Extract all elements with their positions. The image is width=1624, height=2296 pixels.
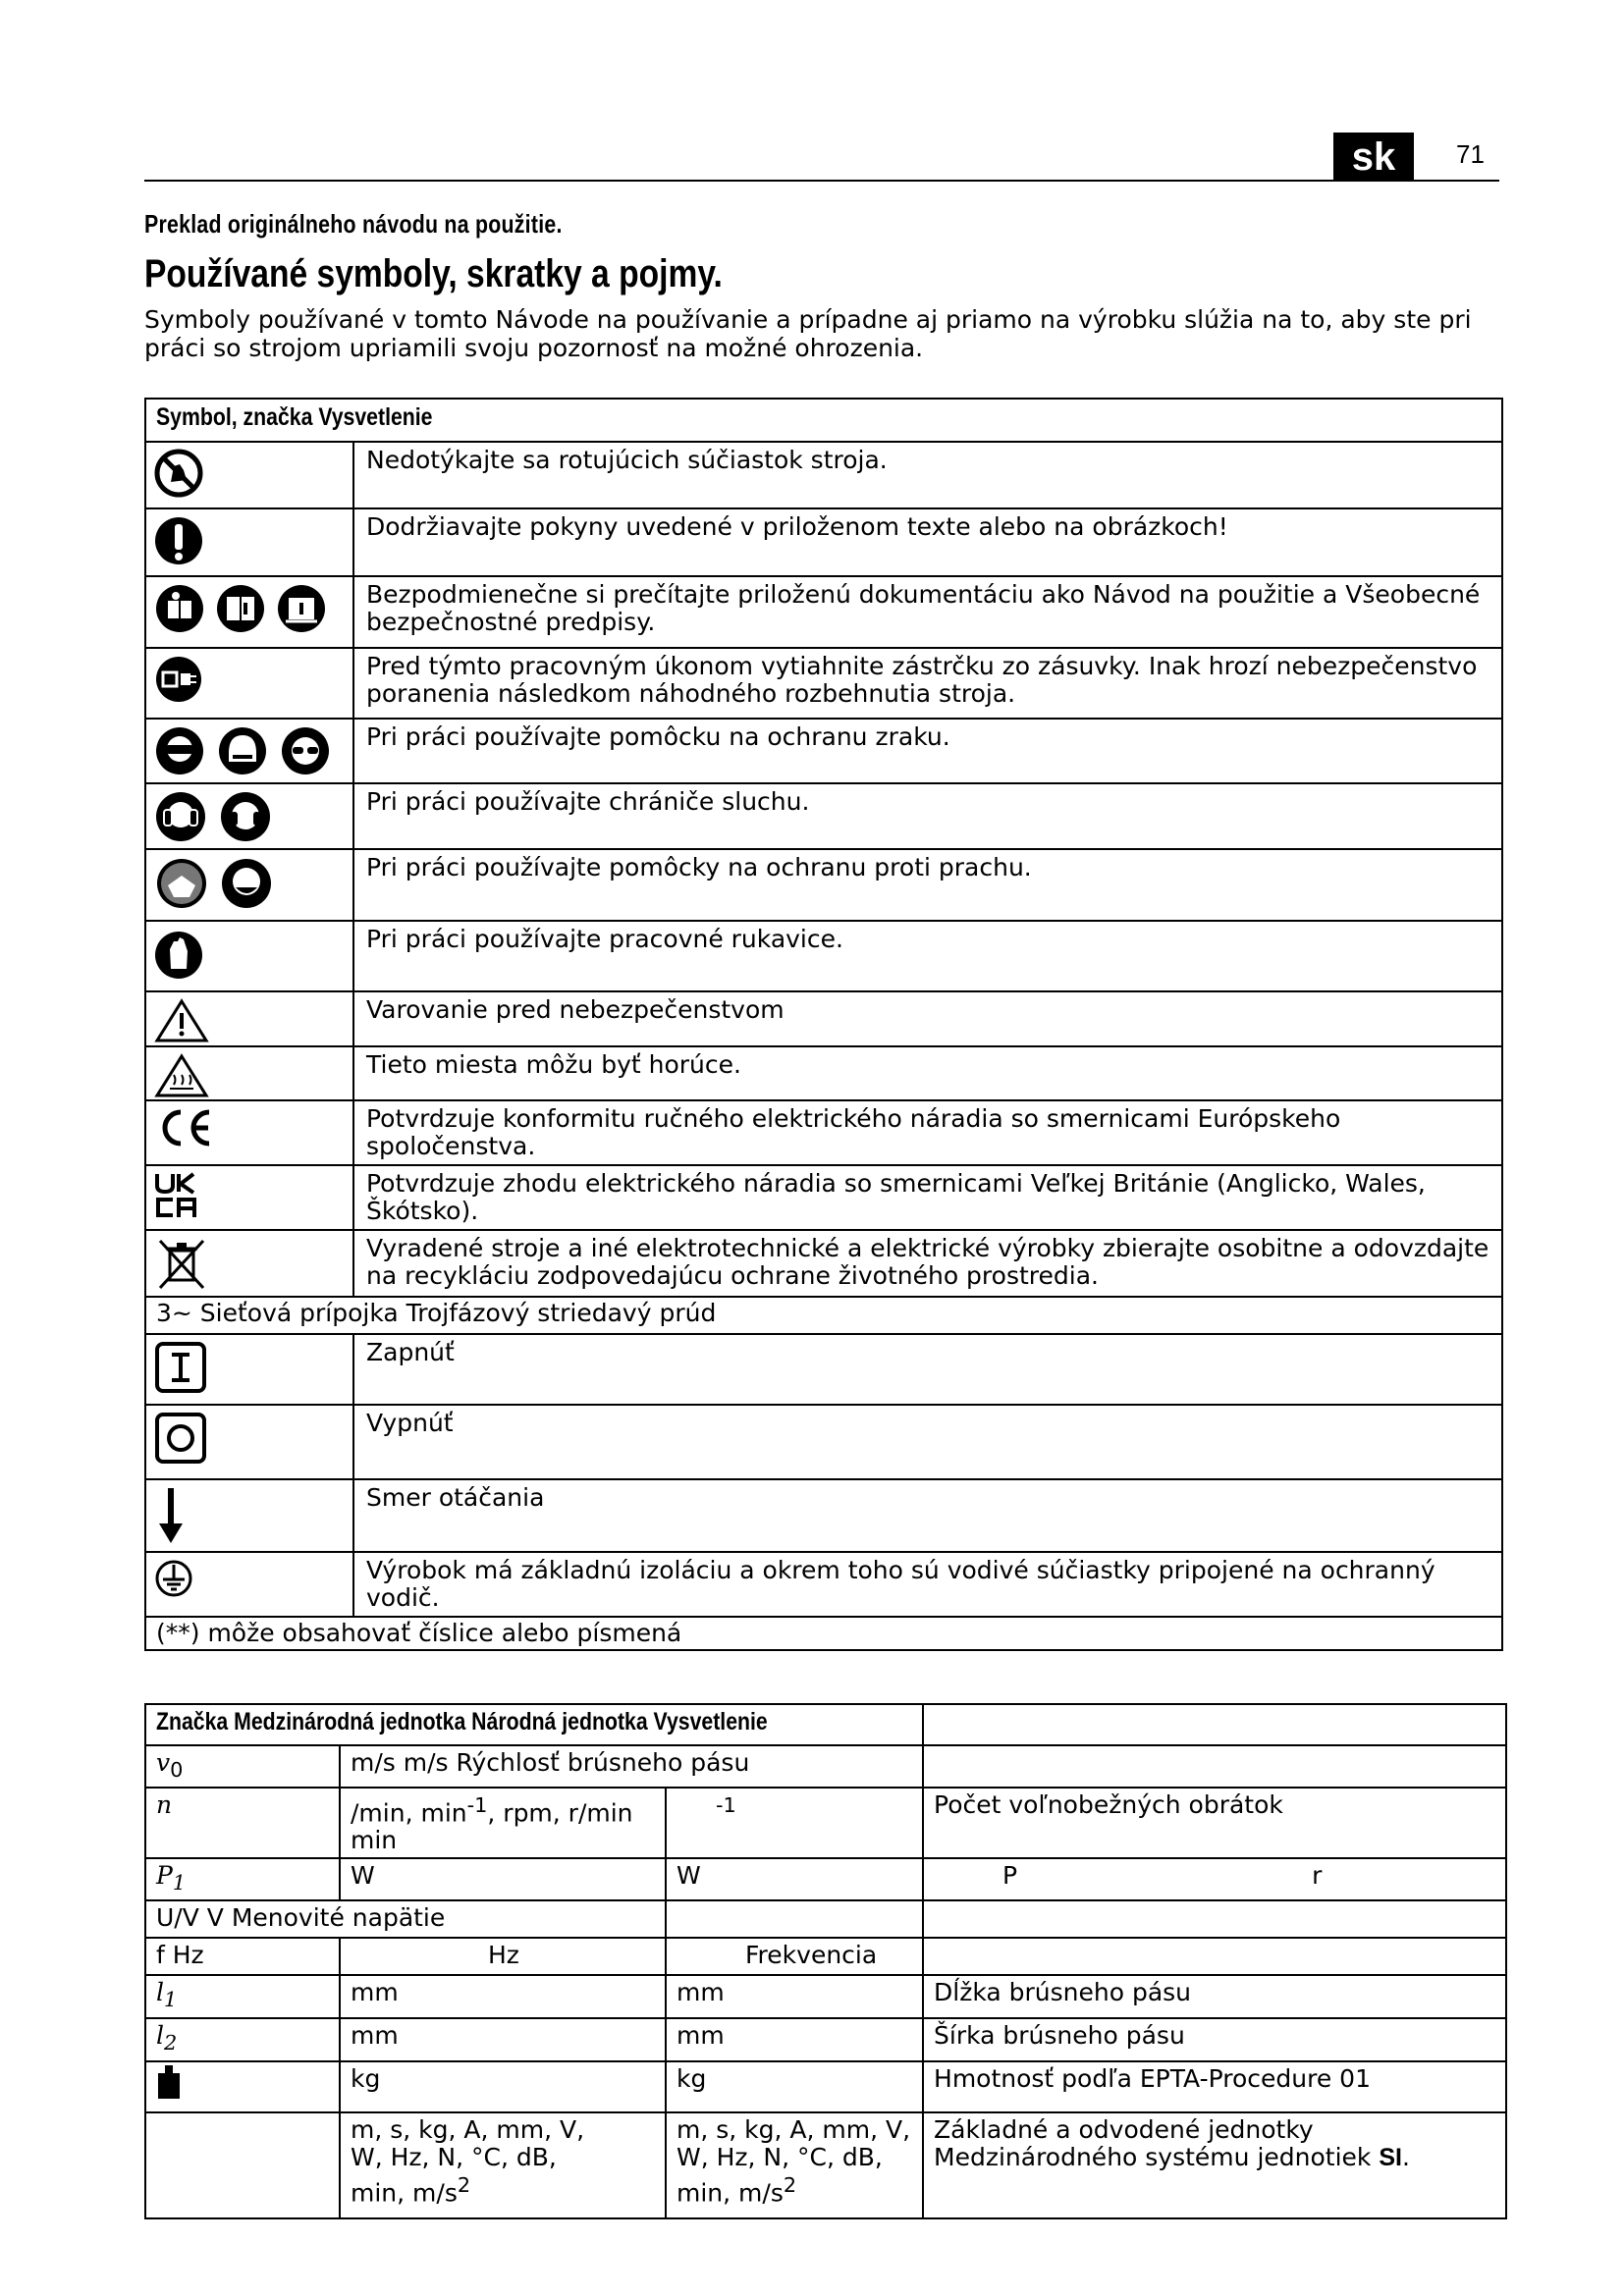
ce-mark-icon (154, 1107, 215, 1148)
unit-explanation (923, 1938, 1506, 1975)
national-unit: mm (666, 2018, 923, 2061)
language-badge: sk (1333, 133, 1414, 182)
symbol-description: Vypnúť (353, 1405, 1502, 1479)
symbol-description: Tieto miesta môžu byť horúce. (353, 1046, 1502, 1100)
unit-explanation: Základné a odvodené jednotky Medzinárodného systému jednotiek SI. (923, 2112, 1506, 2218)
switch-off-icon (154, 1412, 207, 1465)
hot-surface-icon (154, 1053, 209, 1098)
symbol-description: Potvrdzuje konformitu ručného elektrického náradia so smernicami Európskeho spoločenstva. (353, 1100, 1502, 1165)
unit-symbol: $l_1$ (145, 1975, 340, 2018)
symbol-description: Zapnúť (353, 1334, 1502, 1405)
symbol-cell (145, 719, 353, 783)
symbol-description: Smer otáčania (353, 1479, 1502, 1552)
goggles-icon (154, 725, 205, 776)
exclamation-icon (154, 515, 203, 566)
empty-cell (145, 2112, 340, 2218)
units-table (144, 1703, 1507, 2219)
symbol-description: Pred týmto pracovným úkonom vytiahnite zástrčku zo zásuvky. Inak hrozí nebezpečenstvo poranenia následkom náhodného rozbehnutia stroja. (353, 648, 1502, 719)
unit-symbol: $P_1$ (145, 1858, 340, 1900)
switch-on-icon (154, 1341, 207, 1394)
international-unit: Hz (340, 1938, 666, 1975)
symbol-cell (145, 783, 353, 849)
gloves-icon (154, 928, 203, 981)
unit-explanation: Šírka brúsneho pásu (923, 2018, 1506, 2061)
international-unit: W (340, 1858, 666, 1900)
international-unit: /min, $\min^{-1}$, rpm, r/min min (340, 1788, 666, 1858)
ukca-mark-icon (154, 1172, 199, 1219)
symbol-description: Pri práci používajte chrániče sluchu. (353, 783, 1502, 849)
symbol-description: Bezpodmienečne si prečítajte priloženú dokumentáciu ako Návod na použitie a Všeobecné bezpečnostné predpisy. (353, 576, 1502, 648)
symbol-cell (145, 1552, 353, 1617)
units-table-header: Značka Medzinárodná jednotka Národná jednotka Vysvetlenie (145, 1704, 923, 1745)
info-book-icon (215, 583, 266, 634)
symbol-cell (145, 1230, 353, 1297)
symbol-cell (145, 1334, 353, 1405)
symbol-cell (145, 1479, 353, 1552)
national-unit: W (666, 1858, 923, 1900)
weight-icon (156, 2065, 182, 2099)
symbol-cell (145, 1100, 353, 1165)
ear-muff-icon (219, 790, 272, 843)
symbol-cell (145, 648, 353, 719)
unit-symbol: $v_0$ (145, 1745, 340, 1788)
national-unit: -1 (666, 1788, 923, 1858)
symbol-cell (145, 1165, 353, 1230)
symbol-cell (145, 991, 353, 1046)
empty-cell (666, 1900, 923, 1938)
national-unit: mm (666, 1975, 923, 2018)
national-unit: Frekvencia (666, 1938, 923, 1975)
symbol-description: Potvrdzuje zhodu elektrického náradia so smernicami Veľkej Británie (Anglicko, Wales, Škótsko). (353, 1165, 1502, 1230)
glasses-icon (280, 725, 331, 776)
unit-explanation: Počet voľnobežných obrátok (923, 1788, 1506, 1858)
symbol-cell (145, 508, 353, 576)
unit-explanation: Hmotnosť podľa EPTA-Procedure 01 (923, 2061, 1506, 2112)
weee-bin-icon (154, 1237, 209, 1292)
unit-symbol (145, 2061, 340, 2112)
symbol-description: Nedotýkajte sa rotujúcich súčiastok stroja. (353, 442, 1502, 508)
document-subtitle: Preklad originálneho návodu na použitie. (144, 209, 563, 239)
manual-icon (276, 583, 327, 634)
read-manual-icon (154, 583, 205, 634)
symbol-cell (145, 1405, 353, 1479)
page-number: 71 (1456, 139, 1485, 169)
unit-merged-cell: m/s m/s Rýchlosť brúsneho pásu (340, 1745, 923, 1788)
unit-explanation: Dĺžka brúsneho pásu (923, 1975, 1506, 2018)
international-unit: mm (340, 2018, 666, 2061)
national-unit: kg (666, 2061, 923, 2112)
international-unit: m, s, kg, A, mm, V, W, Hz, N, °C, dB, min, $m/s^2$ (340, 2112, 666, 2218)
unplug-icon (154, 655, 203, 704)
face-shield-icon (217, 725, 268, 776)
empty-cell (923, 1900, 1506, 1938)
section-title: Používané symboly, skratky a pojmy. (144, 252, 723, 295)
respirator-icon (219, 856, 274, 911)
unit-symbol: n (145, 1788, 340, 1858)
warning-triangle-icon (154, 998, 209, 1043)
international-unit: mm (340, 1975, 666, 2018)
symbol-cell (145, 1046, 353, 1100)
arrow-down-icon (154, 1486, 188, 1545)
symbol-description: Pri práci používajte pomôcku na ochranu zraku. (353, 719, 1502, 783)
three-phase-row: 3~ Sieťová prípojka Trojfázový striedavý prúd (145, 1297, 1502, 1334)
unit-symbol: f Hz (145, 1938, 340, 1975)
symbol-description: Varovanie pred nebezpečenstvom (353, 991, 1502, 1046)
empty-cell (923, 1745, 1506, 1788)
symbol-cell (145, 442, 353, 508)
symbol-cell (145, 576, 353, 648)
international-unit: kg (340, 2061, 666, 2112)
no-touch-icon (154, 449, 203, 498)
symbol-description: Výrobok má základnú izoláciu a okrem toho sú vodivé súčiastky pripojené na ochranný vodič. (353, 1552, 1502, 1617)
ear-protection-icon (154, 790, 207, 843)
footnote-row: (**) môže obsahovať číslice alebo písmená (145, 1617, 1502, 1650)
voltage-row: U/V V Menovité napätie (145, 1900, 666, 1938)
empty-cell (923, 1704, 1506, 1745)
symbol-cell (145, 849, 353, 921)
unit-explanation: P r (923, 1858, 1506, 1900)
symbol-description: Dodržiavajte pokyny uvedené v priloženom texte alebo na obrázkoch! (353, 508, 1502, 576)
symbol-cell (145, 921, 353, 991)
national-unit: m, s, kg, A, mm, V, W, Hz, N, °C, dB, min, $m/s^2$ (666, 2112, 923, 2218)
dust-mask-icon (154, 856, 209, 911)
header-rule (144, 180, 1499, 182)
symbols-table (144, 398, 1503, 1651)
symbol-description: Pri práci používajte pracovné rukavice. (353, 921, 1502, 991)
intro-paragraph: Symboly používané v tomto Návode na používanie a prípadne aj priamo na výrobku slúžia na to, aby ste pri práci so strojom upriamili svoju pozornosť na možné ohrozenia. (144, 305, 1472, 362)
symbols-table-header: Symbol, značka Vysvetlenie (145, 399, 1502, 442)
protective-earth-icon (154, 1559, 193, 1598)
symbol-description: Vyradené stroje a iné elektrotechnické a elektrické výrobky zbierajte osobitne a odovzdajte na recykláciu zodpovedajúcu ochrane životného prostredia. (353, 1230, 1502, 1297)
unit-symbol: $l_2$ (145, 2018, 340, 2061)
symbol-description: Pri práci používajte pomôcky na ochranu proti prachu. (353, 849, 1502, 921)
